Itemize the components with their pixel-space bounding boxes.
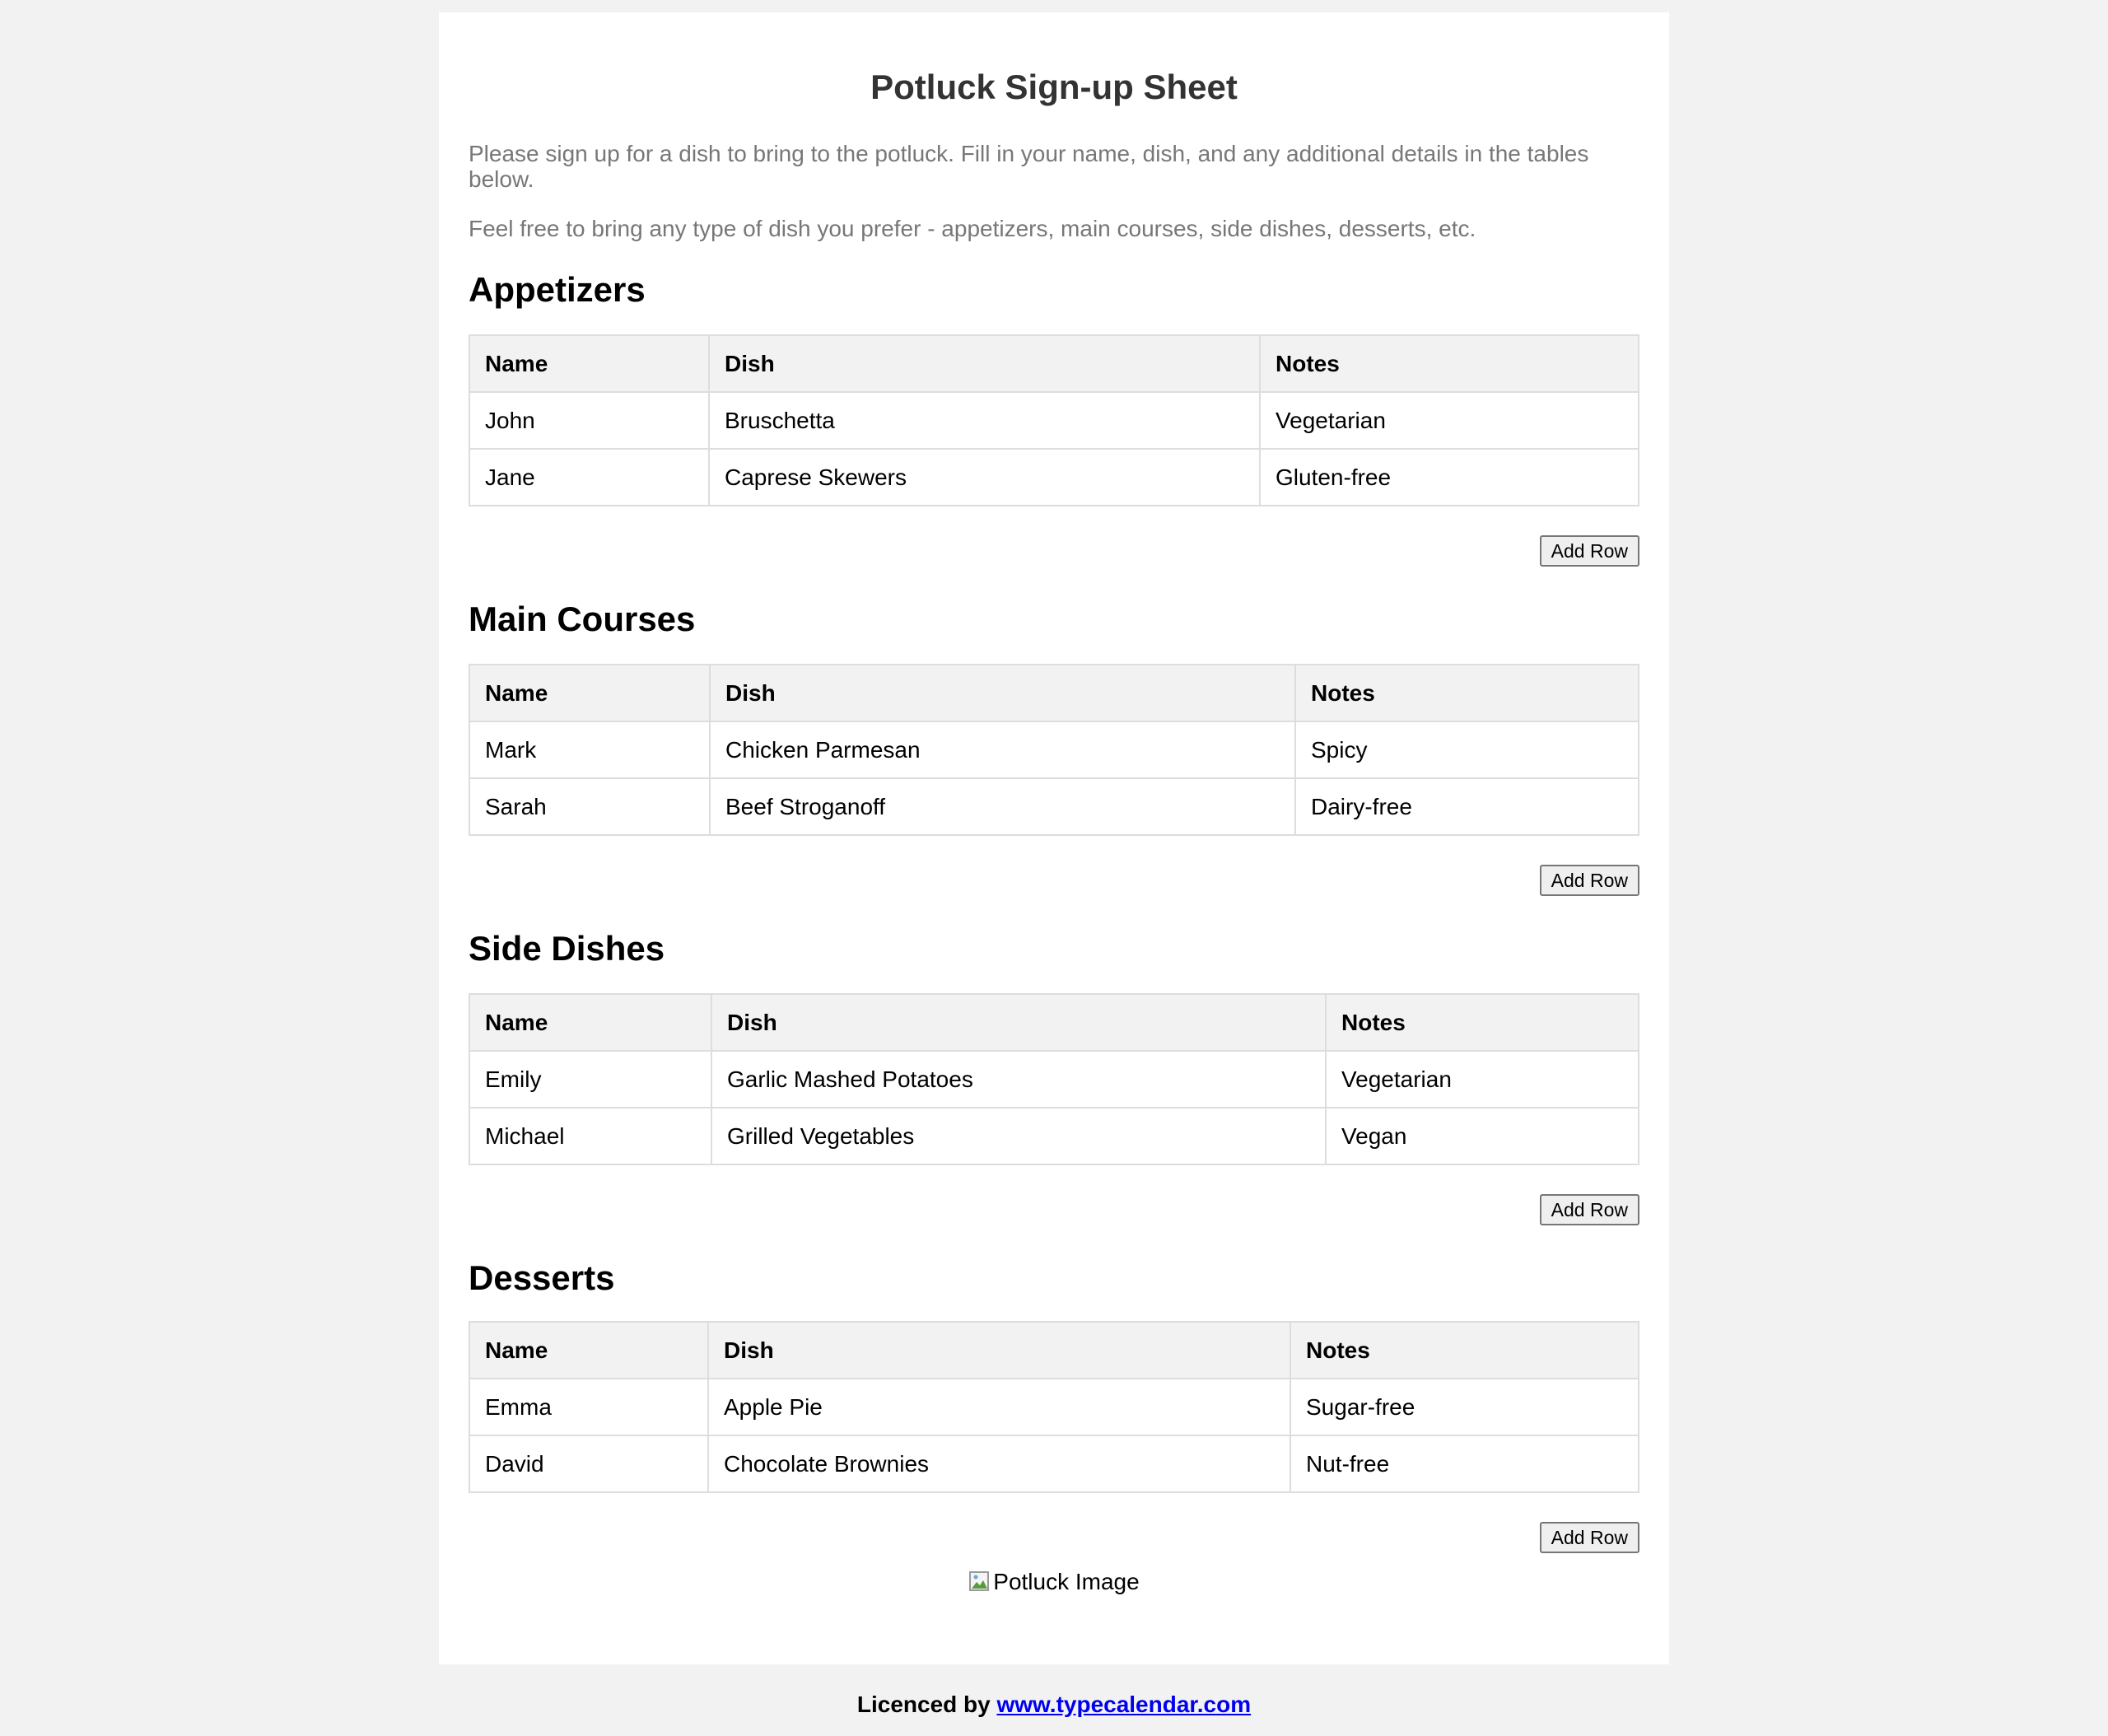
cell-name: David: [469, 1435, 708, 1492]
cell-dish: Chocolate Brownies: [708, 1435, 1290, 1492]
cell-name: Jane: [469, 449, 709, 506]
footer-prefix: Licenced by: [856, 1692, 991, 1717]
column-header-notes: Notes: [1290, 1322, 1639, 1379]
broken-image-icon: [968, 1570, 991, 1593]
add-row-wrap: [469, 865, 1639, 896]
section-title: Side Dishes: [469, 929, 665, 968]
potluck-image: [469, 1567, 1639, 1597]
table-row: [469, 1108, 1639, 1164]
section-desserts: [469, 1255, 1639, 1553]
section-title: Desserts: [469, 1258, 615, 1297]
column-header-name: Name: [469, 335, 709, 392]
cell-notes: Gluten-free: [1260, 449, 1639, 506]
table-row: [469, 392, 1639, 449]
cell-name: Michael: [469, 1108, 711, 1164]
table-row: [469, 778, 1639, 835]
section-title: Main Courses: [469, 600, 696, 638]
table-row: [469, 449, 1639, 506]
table-header-row: [469, 335, 1639, 392]
cell-dish: Bruschetta: [709, 392, 1260, 449]
cell-name: John: [469, 392, 709, 449]
column-header-name: Name: [469, 994, 711, 1051]
table-header-row: [469, 665, 1639, 721]
column-header-name: Name: [469, 1322, 708, 1379]
signup-table: [469, 664, 1639, 836]
cell-notes: Dairy-free: [1295, 778, 1639, 835]
cell-dish: Caprese Skewers: [709, 449, 1260, 506]
cell-notes: Vegetarian: [1260, 392, 1639, 449]
cell-notes: Vegan: [1326, 1108, 1639, 1164]
cell-name: Emily: [469, 1051, 711, 1108]
column-header-dish: Dish: [709, 335, 1260, 392]
column-header-notes: Notes: [1295, 665, 1639, 721]
add-row-wrap: [469, 535, 1639, 567]
column-header-name: Name: [469, 665, 710, 721]
table-row: [469, 1435, 1639, 1492]
add-row-button-appetizers[interactable]: Add Row: [1540, 535, 1639, 567]
section-title: Appetizers: [469, 270, 646, 309]
add-row-wrap: [469, 1522, 1639, 1553]
column-header-dish: Dish: [711, 994, 1326, 1051]
column-header-dish: Dish: [708, 1322, 1290, 1379]
table-header-row: [469, 1322, 1639, 1379]
cell-notes: Vegetarian: [1326, 1051, 1639, 1108]
intro-paragraph: Please sign up for a dish to bring to the potluck. Fill in your name, dish, and any additional details in the tables below.: [469, 141, 1589, 192]
add-row-button-main-courses[interactable]: Add Row: [1540, 865, 1639, 896]
cell-notes: Nut-free: [1290, 1435, 1639, 1492]
cell-name: Sarah: [469, 778, 710, 835]
add-row-wrap: [469, 1194, 1639, 1225]
table-row: [469, 1379, 1639, 1435]
column-header-notes: Notes: [1260, 335, 1639, 392]
table-row: [469, 721, 1639, 778]
add-row-button-desserts[interactable]: Add Row: [1540, 1522, 1639, 1553]
signup-table: [469, 334, 1639, 506]
signup-table: [469, 1321, 1639, 1493]
cell-notes: Sugar-free: [1290, 1379, 1639, 1435]
cell-dish: Grilled Vegetables: [711, 1108, 1326, 1164]
signup-card: [439, 12, 1669, 1664]
section-main-courses: [469, 596, 1639, 896]
cell-notes: Spicy: [1295, 721, 1639, 778]
cell-name: Mark: [469, 721, 710, 778]
column-header-notes: Notes: [1326, 994, 1639, 1051]
add-row-button-side-dishes[interactable]: Add Row: [1540, 1194, 1639, 1225]
section-appetizers: [469, 267, 1639, 567]
column-header-dish: Dish: [710, 665, 1295, 721]
table-row: [469, 1051, 1639, 1108]
table-header-row: [469, 994, 1639, 1051]
cell-dish: Garlic Mashed Potatoes: [711, 1051, 1326, 1108]
intro-paragraph-secondary: Feel free to bring any type of dish you prefer - appetizers, main courses, side dishes, desserts, etc.: [469, 216, 1476, 241]
footer: [0, 1690, 2108, 1720]
page-title: Potluck Sign-up Sheet: [870, 68, 1238, 106]
section-side-dishes: [469, 926, 1639, 1225]
cell-dish: Chicken Parmesan: [710, 721, 1295, 778]
cell-dish: Beef Stroganoff: [710, 778, 1295, 835]
cell-dish: Apple Pie: [708, 1379, 1290, 1435]
image-alt-text: Potluck Image: [993, 1569, 1140, 1594]
footer-link[interactable]: www.typecalendar.com: [996, 1692, 1252, 1717]
signup-table: [469, 993, 1639, 1165]
cell-name: Emma: [469, 1379, 708, 1435]
